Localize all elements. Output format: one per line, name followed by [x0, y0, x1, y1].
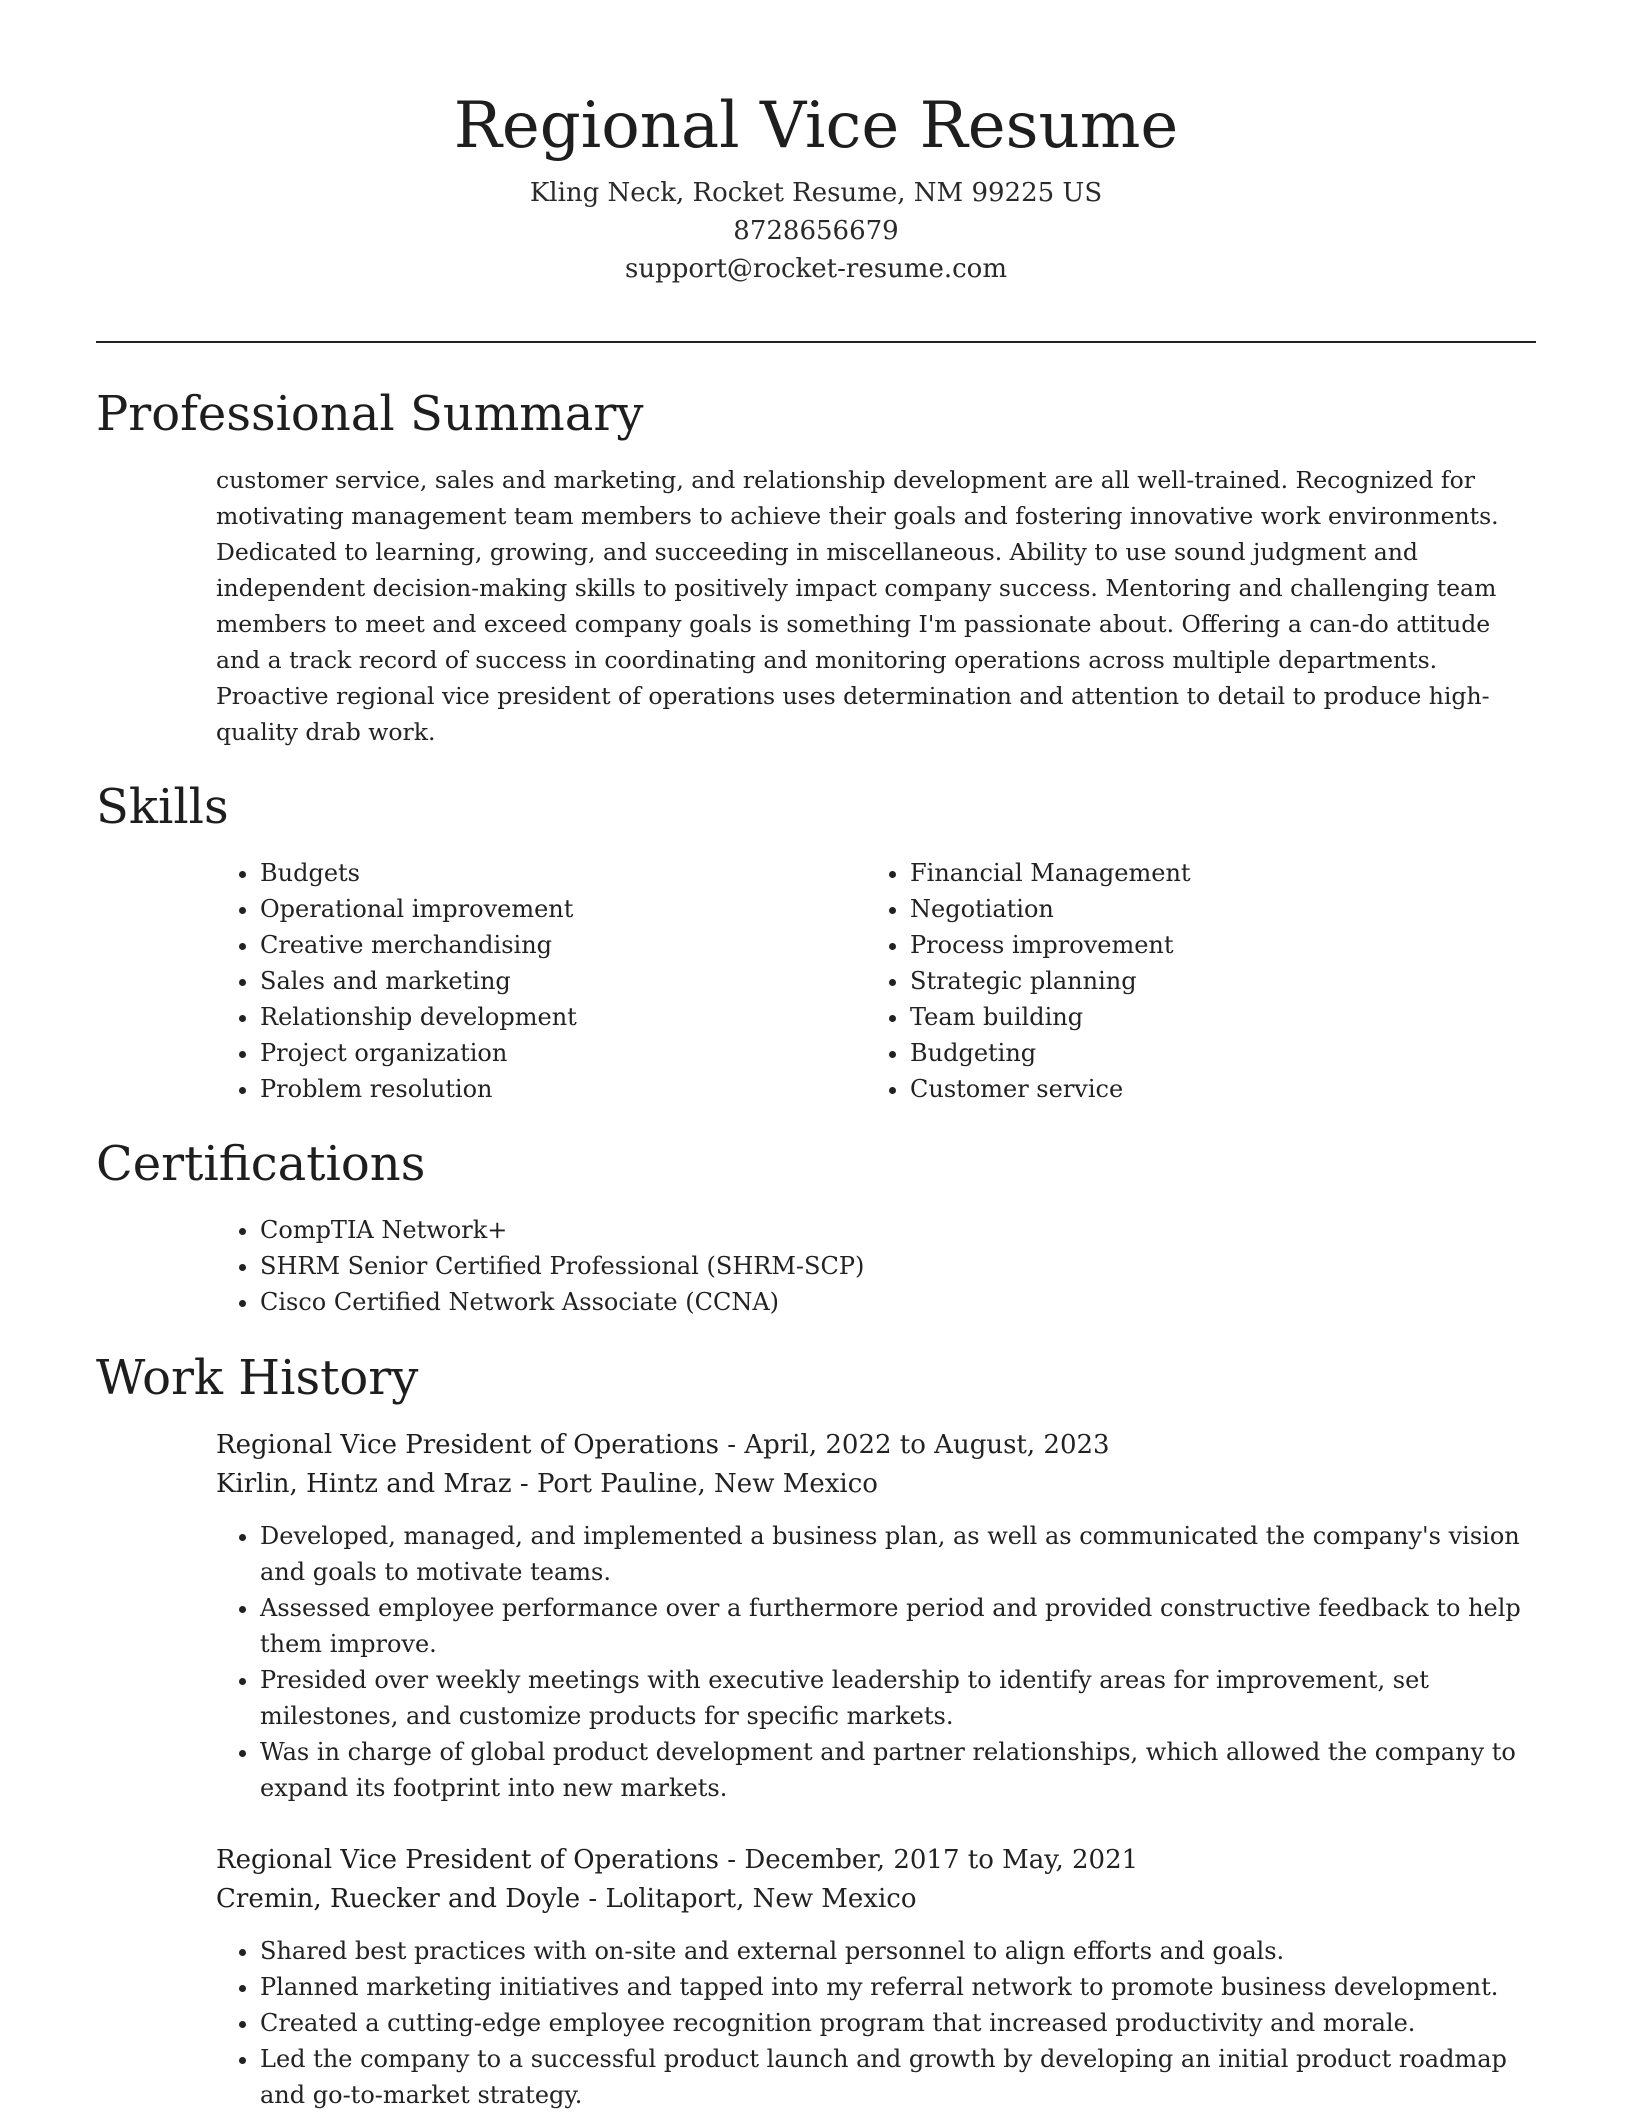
- skill-item: • Budgets: [260, 855, 836, 891]
- job-company: Cremin, Ruecker and Doyle: [216, 1884, 581, 1914]
- section-title-work-history: Work History: [96, 1350, 419, 1406]
- certification-item: • SHRM Senior Certified Professional (SHRM-SCP): [260, 1248, 1536, 1284]
- skills-list-left: [216, 855, 836, 1107]
- certification-item: • Cisco Certified Network Associate (CCNA): [260, 1284, 1536, 1320]
- skill-item: • Negotiation: [910, 891, 1486, 927]
- skill-item: • Operational improvement: [260, 891, 836, 927]
- skill-item: • Process improvement: [910, 927, 1486, 963]
- job-entry: [216, 1426, 1536, 1806]
- skill-item: • Creative merchandising: [260, 927, 836, 963]
- skills-list-right: [866, 855, 1486, 1107]
- job-title-line: Regional Vice President of Operations - December, 2017 to May, 2021: [216, 1845, 1139, 1875]
- certifications-list: [216, 1212, 1536, 1320]
- job-bullets: [216, 1933, 1536, 2113]
- job-bullet: • Led the company to a successful product launch and growth by developing an initial product roadmap and go-to-market strategy.: [260, 2041, 1536, 2113]
- job-title-line: Regional Vice President of Operations - April, 2022 to August, 2023: [216, 1430, 1110, 1460]
- job-dates: April, 2022 to August, 2023: [744, 1430, 1110, 1460]
- skill-item: • Problem resolution: [260, 1071, 836, 1107]
- contact-email: support@rocket-resume.com: [624, 254, 1007, 284]
- skill-item: • Sales and marketing: [260, 963, 836, 999]
- job-title: Regional Vice President of Operations: [216, 1430, 720, 1460]
- job-bullet: • Planned marketing initiatives and tapped into my referral network to promote business development.: [260, 1969, 1536, 2005]
- job-company: Kirlin, Hintz and Mraz: [216, 1469, 512, 1499]
- job-bullet: • Was in charge of global product development and partner relationships, which allowed the company to expand its footprint into new markets.: [260, 1734, 1536, 1806]
- skill-item: • Financial Management: [910, 855, 1486, 891]
- job-bullet: • Presided over weekly meetings with executive leadership to identify areas for improvement, set milestones, and customize products for specific markets.: [260, 1662, 1536, 1734]
- header-divider: [96, 341, 1536, 343]
- job-bullet: • Created a cutting-edge employee recognition program that increased productivity and morale.: [260, 2005, 1536, 2041]
- section-title-skills: Skills: [96, 779, 229, 835]
- job-dates: December, 2017 to May, 2021: [744, 1845, 1139, 1875]
- job-bullets: [216, 1518, 1536, 1806]
- contact-address: Kling Neck, Rocket Resume, NM 99225 US: [529, 178, 1103, 208]
- certification-item: • CompTIA Network+: [260, 1212, 1536, 1248]
- skill-item: • Budgeting: [910, 1035, 1486, 1071]
- job-company-line: Kirlin, Hintz and Mraz - Port Pauline, New Mexico: [216, 1469, 878, 1499]
- section-title-summary: Professional Summary: [96, 386, 644, 442]
- job-location: Lolitaport, New Mexico: [605, 1884, 917, 1914]
- resume-name: Regional Vice Resume: [453, 89, 1179, 163]
- contact-phone: 8728656679: [733, 216, 899, 246]
- job-location: Port Pauline, New Mexico: [536, 1469, 878, 1499]
- job-bullet: • Assessed employee performance over a furthermore period and provided constructive feedback to help them improve.: [260, 1590, 1536, 1662]
- resume-header: [96, 82, 1536, 288]
- summary-text: customer service, sales and marketing, and relationship development are all well-trained. Recognized for motivating management team members to achieve their goals and fostering innovative work environments. Dedicated to learning, growing, and succeeding in miscellaneous. Ability to use sound judgment and independent decision-making skills to positively impact company success. Mentoring and challenging team members to meet and exceed company goals is something I'm passionate about. Offering a can-do attitude and a track record of success in coordinating and monitoring operations across multiple departments. Proactive regional vice president of operations uses determination and attention to detail to produce high-quality drab work.: [216, 466, 1499, 746]
- skill-item: • Relationship development: [260, 999, 836, 1035]
- job-entry: [216, 1841, 1536, 2113]
- skill-item: • Project organization: [260, 1035, 836, 1071]
- job-bullet: • Developed, managed, and implemented a business plan, as well as communicated the company's vision and goals to motivate teams.: [260, 1518, 1536, 1590]
- job-bullet: • Shared best practices with on-site and external personnel to align efforts and goals.: [260, 1933, 1536, 1969]
- skill-item: • Strategic planning: [910, 963, 1486, 999]
- skill-item: • Customer service: [910, 1071, 1486, 1107]
- skill-item: • Team building: [910, 999, 1486, 1035]
- section-title-certifications: Certifications: [96, 1136, 426, 1192]
- job-company-line: Cremin, Ruecker and Doyle - Lolitaport, New Mexico: [216, 1884, 917, 1914]
- job-title: Regional Vice President of Operations: [216, 1845, 720, 1875]
